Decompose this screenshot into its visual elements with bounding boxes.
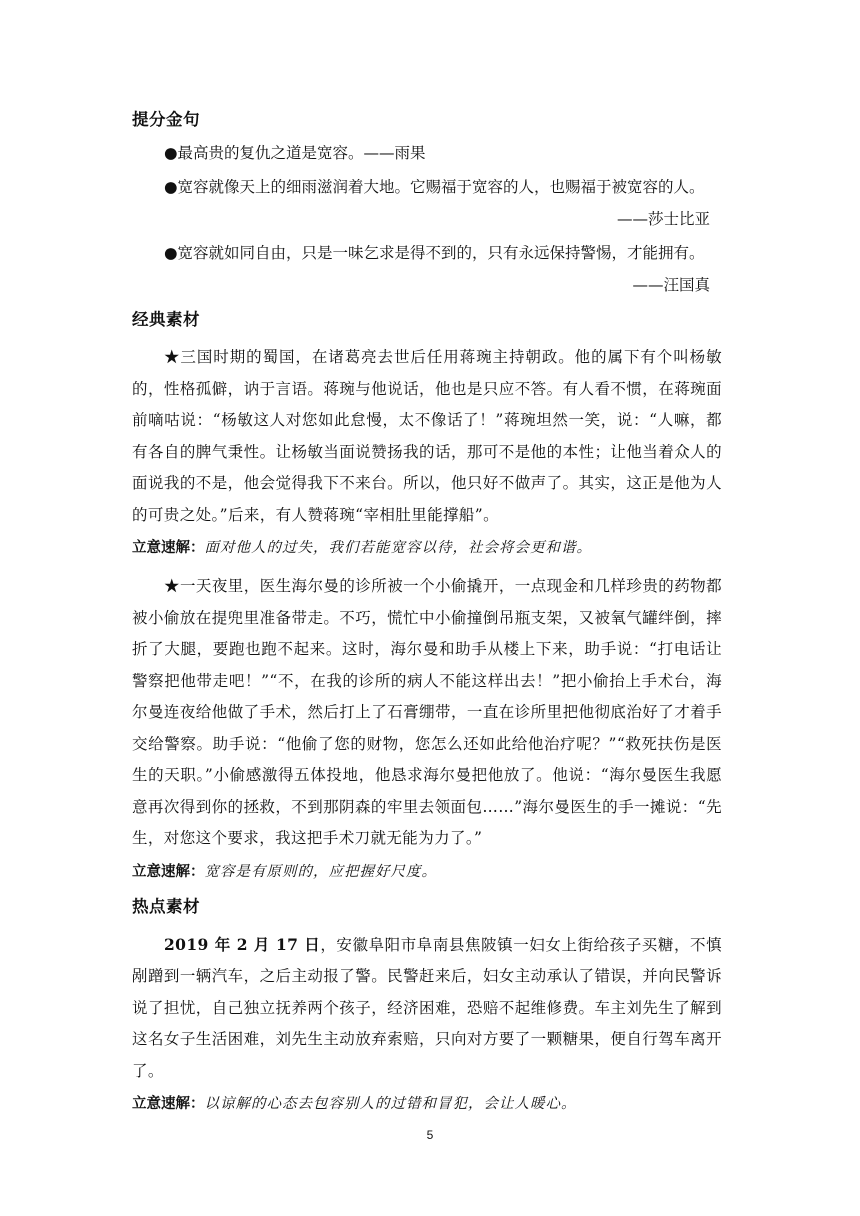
classic-story-1: ★三国时期的蜀国，在诸葛亮去世后任用蒋琬主持朝政。他的属下有个叫杨敏的，性格孤僻，讷于言语。蒋琬与他说话，他也是只应不答。有人看不惯，在蒋琬面前嘀咕说：“杨敏这人对您如此怠慢，太不像话了！”蒋琬坦然一笑，说：“人嘛，都有各自的脾气秉性。让杨敏当面说赞扬我的话，那可不是他的本性；让他当着众人的面说我的不是，他会觉得我下不来台。所以，他只好不做声了。其实，这正是他为人的可贵之处。”后来，有人赞蒋琬“宰相肚里能撑船”。 xyxy=(132,348,722,524)
document-content xyxy=(132,108,722,1127)
quote-2-author: ——莎士比亚 xyxy=(616,210,710,228)
page-number: 5 xyxy=(426,1128,434,1142)
section-heading-hot: 热点素材 xyxy=(132,896,200,916)
hot-story xyxy=(132,929,722,1088)
hot-story-text: ，安徽阜阳市阜南县焦陂镇一妇女上街给孩子买糖，不慎剐蹭到一辆汽车，之后主动报了警。民警赶来后，妇女主动承认了错误，并向民警诉说了担忧，自己独立抚养两个孩子，经济困难，恐赔不起维修费。车主刘先生了解到这名女子生活困难，刘先生主动放弃索赔，只向对方要了一颗糖果，便自行驾车离开了。 xyxy=(132,935,722,1080)
section-heading-classic: 经典素材 xyxy=(132,310,200,329)
section-heading-quotes: 提分金句 xyxy=(132,110,200,129)
quote-1: ●最高贵的复仇之道是宽容。——雨果 xyxy=(164,144,426,162)
insight-3 xyxy=(132,1093,722,1115)
quote-3-author: ——汪国真 xyxy=(632,276,710,294)
hot-story-date: 2019 年 2 月 17 日 xyxy=(164,934,321,954)
insight-1-label: 立意速解： xyxy=(132,540,205,556)
classic-story-2: ★一天夜里，医生海尔曼的诊所被一个小偷撬开，一点现金和几样珍贵的药物都被小偷放在提兜里准备带走。不巧，慌忙中小偷撞倒吊瓶支架，又被氧气罐绊倒，摔折了大腿，要跑也跑不起来。这时，海尔曼和助手从楼上下来，助手说：“打电话让警察把他带走吧！”“不，在我的诊所的病人不能这样出去！”把小偷抬上手术台，海尔曼连夜给他做了手术，然后打上了石膏绷带，一直在诊所里把他彻底治好了才着手交给警察。助手说：“他偷了您的财物，您怎么还如此给他治疗呢？”“救死扶伤是医生的天职。”小偷感激得五体投地，他恳求海尔曼把他放了。他说：“海尔曼医生我愿意再次得到你的拯救，不到那阴森的牢里去领面包……”海尔曼医生的手一摊说：“先生，对您这个要求，我这把手术刀就无能为力了。” xyxy=(132,577,722,847)
insight-2-text: 宽容是有原则的，应把握好尺度。 xyxy=(204,863,437,880)
insight-3-text: 以谅解的心态去包容别人的过错和冒犯，会让人暖心。 xyxy=(204,1096,577,1112)
insight-2 xyxy=(132,861,722,883)
insight-1 xyxy=(132,537,722,559)
insight-3-label: 立意速解： xyxy=(132,1096,205,1112)
insight-2-label: 立意速解： xyxy=(132,863,205,880)
quote-2: ●宽容就像天上的细雨滋润着大地。它赐福于宽容的人，也赐福于被宽容的人。 xyxy=(164,178,705,196)
insight-1-text: 面对他人的过失，我们若能宽容以待，社会将会更和谐。 xyxy=(204,540,592,556)
quote-3: ●宽容就如同自由，只是一味乞求是得不到的，只有永远保持警惕，才能拥有。 xyxy=(164,244,705,262)
